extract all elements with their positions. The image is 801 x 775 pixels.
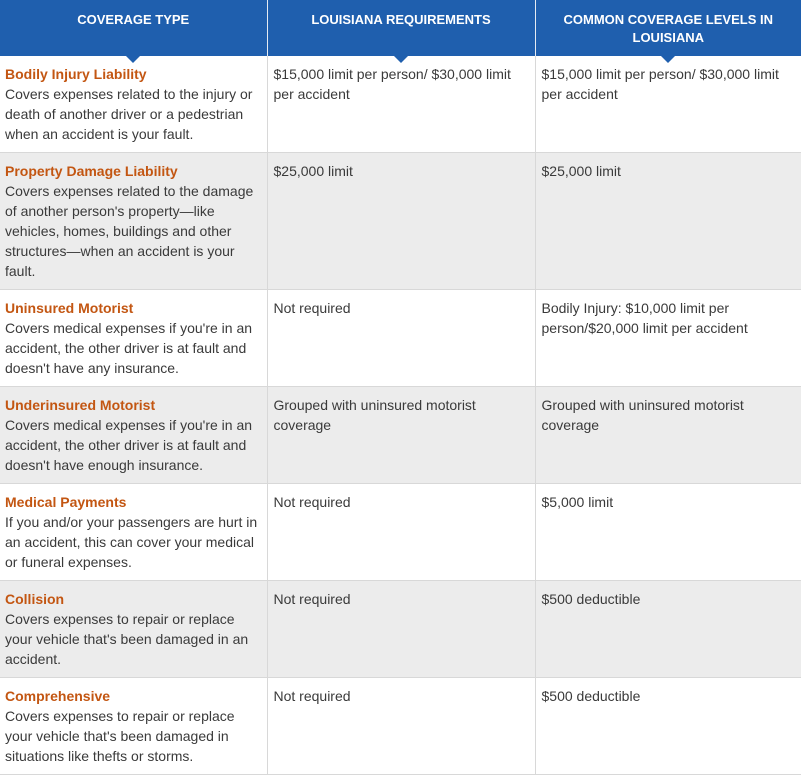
requirement-cell: $15,000 limit per person/ $30,000 limit per accident bbox=[267, 56, 535, 153]
header-arrow-icon bbox=[126, 56, 140, 63]
coverage-name: Uninsured Motorist bbox=[5, 300, 134, 316]
coverage-description: Covers medical expenses if you're in an accident, the other driver is at fault and doesn't have any insurance. bbox=[5, 320, 253, 376]
common-level-cell: $25,000 limit bbox=[535, 153, 801, 290]
common-level-cell: $5,000 limit bbox=[535, 484, 801, 581]
coverage-name: Medical Payments bbox=[5, 494, 127, 510]
coverage-name: Bodily Injury Liability bbox=[5, 66, 147, 82]
common-level-cell: Bodily Injury: $10,000 limit per person/$20,000 limit per accident bbox=[535, 290, 801, 387]
header-common-coverage-levels-label: COMMON COVERAGE LEVELS IN LOUISIANA bbox=[563, 12, 773, 45]
requirement-cell: Not required bbox=[267, 678, 535, 775]
header-row bbox=[0, 0, 801, 56]
table-row bbox=[0, 484, 801, 581]
header-common-coverage-levels bbox=[535, 0, 801, 56]
coverage-type-cell bbox=[0, 290, 267, 387]
coverage-description: Covers expenses to repair or replace your vehicle that's been damaged in an accident. bbox=[5, 611, 249, 667]
coverage-name: Underinsured Motorist bbox=[5, 397, 156, 413]
coverage-description: If you and/or your passengers are hurt in an accident, this can cover your medical or funeral expenses. bbox=[5, 514, 258, 570]
header-louisiana-requirements-label: LOUISIANA REQUIREMENTS bbox=[311, 12, 491, 27]
coverage-name: Collision bbox=[5, 591, 65, 607]
header-coverage-type-label: COVERAGE TYPE bbox=[77, 12, 190, 27]
coverage-description: Covers expenses to repair or replace your vehicle that's been damaged in situations like thefts or storms. bbox=[5, 708, 235, 764]
requirement-cell: Not required bbox=[267, 484, 535, 581]
requirement-cell: Grouped with uninsured motorist coverage bbox=[267, 387, 535, 484]
coverage-type-cell bbox=[0, 678, 267, 775]
coverage-type-cell bbox=[0, 56, 267, 153]
requirement-cell: Not required bbox=[267, 581, 535, 678]
table-row bbox=[0, 387, 801, 484]
table-header bbox=[0, 0, 801, 56]
common-level-cell: $500 deductible bbox=[535, 678, 801, 775]
coverage-type-cell bbox=[0, 484, 267, 581]
coverage-type-cell bbox=[0, 153, 267, 290]
requirement-cell: Not required bbox=[267, 290, 535, 387]
header-louisiana-requirements bbox=[267, 0, 535, 56]
coverage-name: Comprehensive bbox=[5, 688, 111, 704]
table-row bbox=[0, 581, 801, 678]
header-coverage-type bbox=[0, 0, 267, 56]
table-body bbox=[0, 56, 801, 775]
coverage-description: Covers expenses related to the damage of another person's property—like vehicles, homes, buildings and other structures—when an accident is your fault. bbox=[5, 183, 254, 279]
coverage-description: Covers expenses related to the injury or death of another driver or a pedestrian when an accident is your fault. bbox=[5, 86, 253, 142]
common-level-cell: $15,000 limit per person/ $30,000 limit per accident bbox=[535, 56, 801, 153]
coverage-type-cell bbox=[0, 387, 267, 484]
header-arrow-icon bbox=[661, 56, 675, 63]
common-level-cell: Grouped with uninsured motorist coverage bbox=[535, 387, 801, 484]
common-level-cell: $500 deductible bbox=[535, 581, 801, 678]
header-arrow-icon bbox=[394, 56, 408, 63]
coverage-description: Covers medical expenses if you're in an accident, the other driver is at fault and doesn't have enough insurance. bbox=[5, 417, 253, 473]
table-row bbox=[0, 56, 801, 153]
coverage-name: Property Damage Liability bbox=[5, 163, 178, 179]
table-row bbox=[0, 290, 801, 387]
table-row bbox=[0, 153, 801, 290]
coverage-type-cell bbox=[0, 581, 267, 678]
requirement-cell: $25,000 limit bbox=[267, 153, 535, 290]
table-row bbox=[0, 678, 801, 775]
